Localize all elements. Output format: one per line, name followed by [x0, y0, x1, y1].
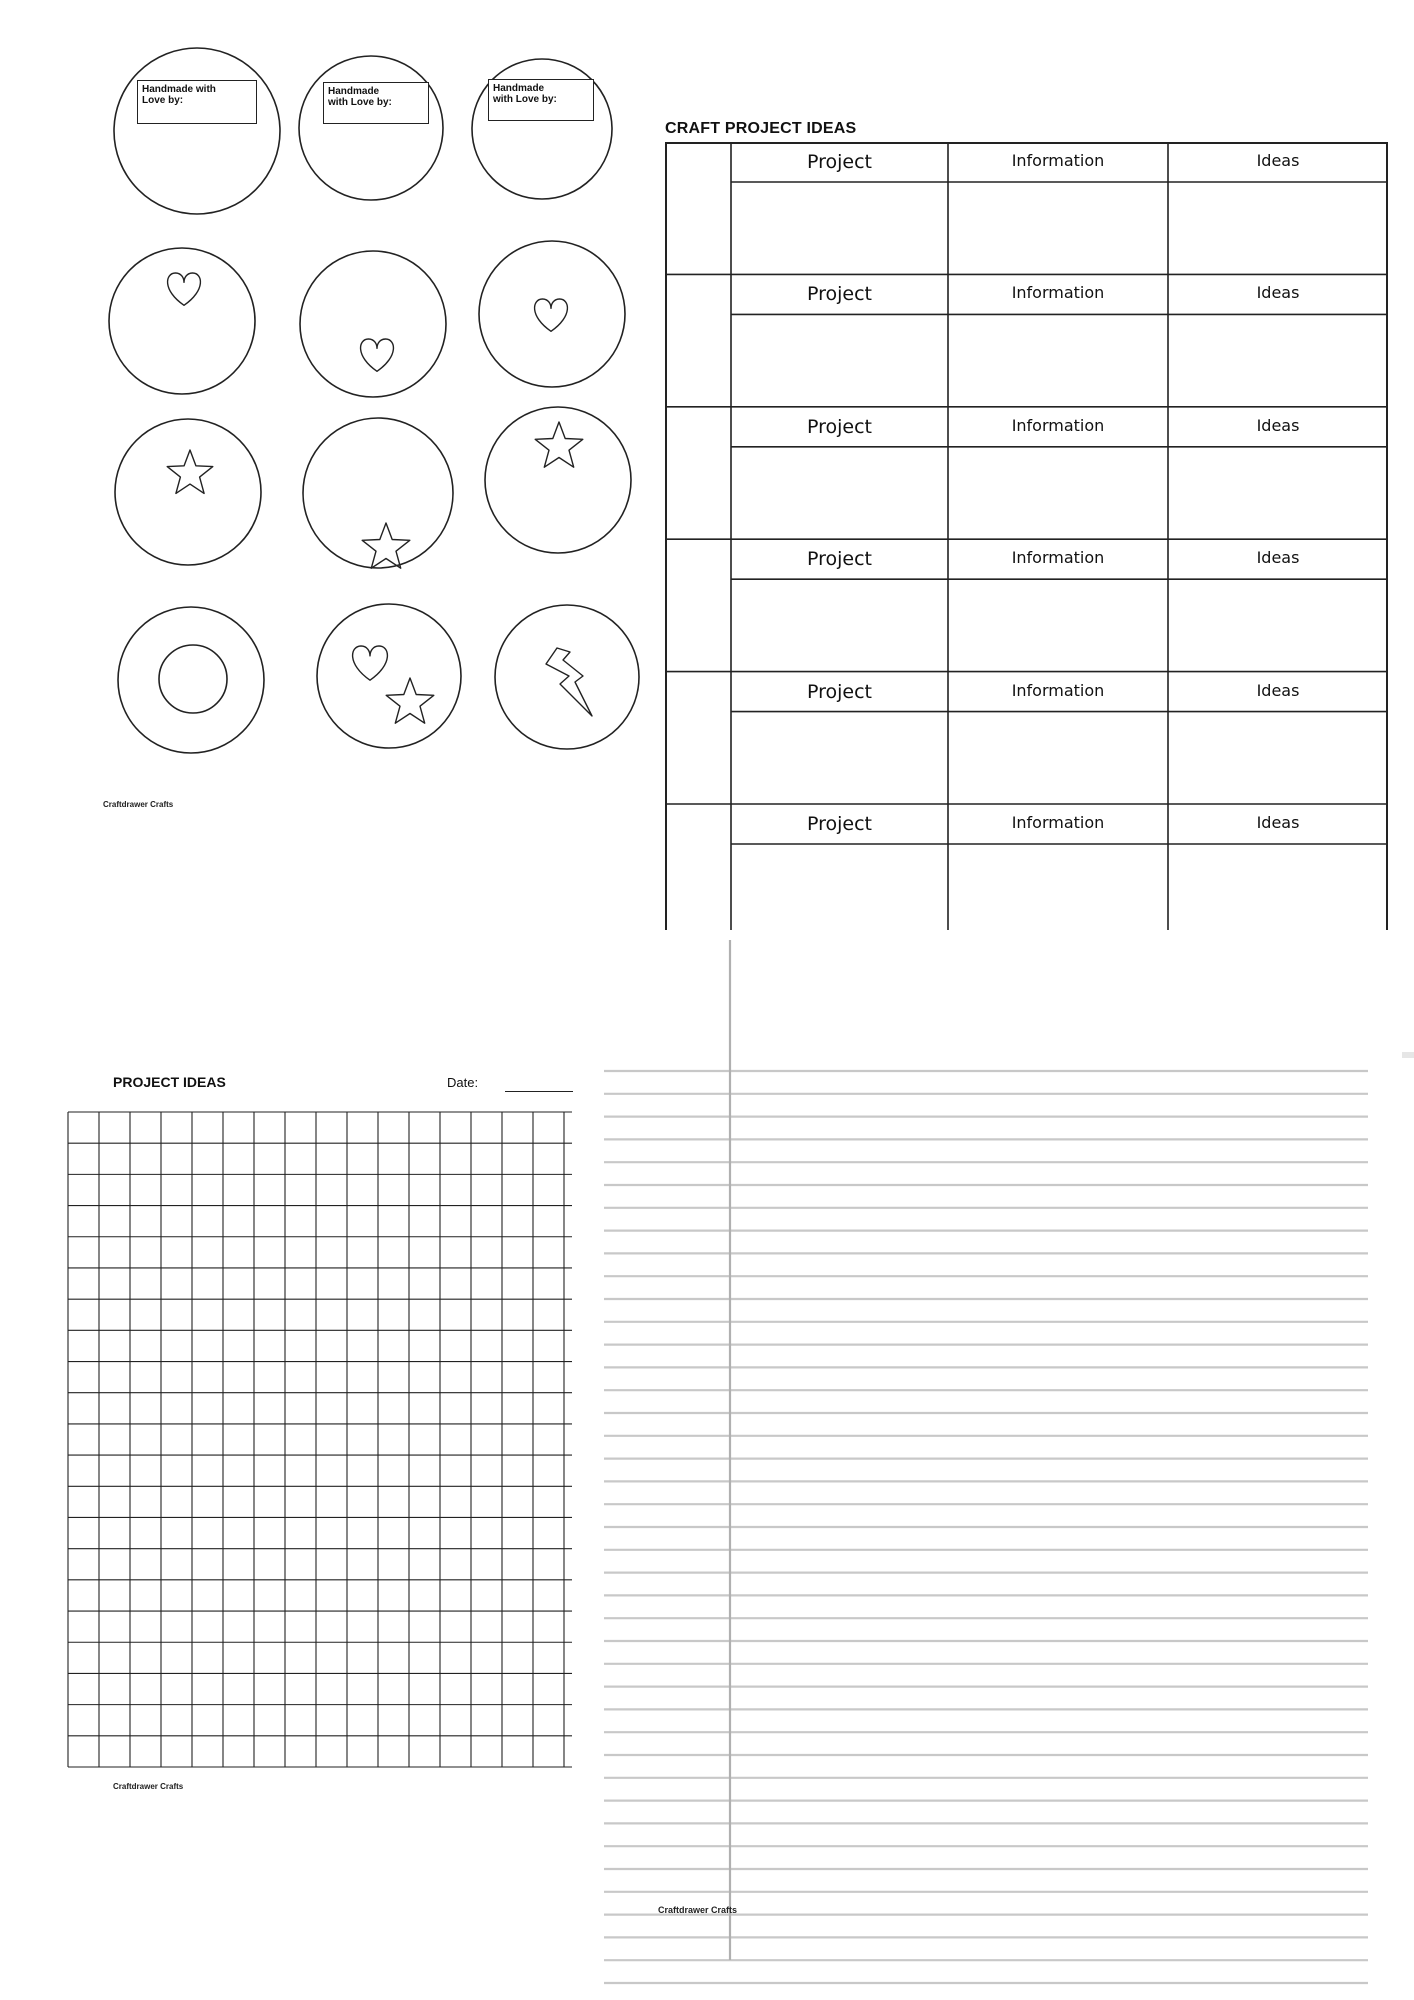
heart-icon — [353, 646, 388, 680]
circle-tags-drawing — [0, 0, 650, 930]
tag-circle — [299, 56, 443, 200]
craft-header-information: Information — [1011, 813, 1105, 832]
lightning-icon — [546, 648, 592, 716]
craft-project-ideas-page — [655, 110, 1395, 930]
tags-credit: Craftdrawer Crafts — [103, 800, 174, 809]
circle-tags-page — [0, 0, 650, 930]
craft-table-title: CRAFT PROJECT IDEAS — [665, 120, 857, 137]
star-icon — [535, 422, 583, 467]
craft-table-border — [666, 143, 1387, 930]
craft-header-information: Information — [1011, 151, 1105, 170]
tag-6 — [479, 241, 625, 387]
tag-4 — [109, 248, 255, 394]
craft-table-lines — [665, 142, 1388, 930]
project-ideas-grid-page — [0, 1040, 580, 1840]
craft-header-ideas: Ideas — [1256, 415, 1300, 435]
tag-12 — [495, 605, 639, 749]
tag-9 — [485, 407, 631, 553]
star-icon — [167, 450, 213, 493]
tag-label-1: Handmade with Love by: — [137, 80, 257, 124]
tag-2 — [299, 56, 443, 200]
tag-circle — [118, 607, 264, 753]
craft-header-project: Project — [806, 680, 872, 703]
craft-header-ideas: Ideas — [1256, 151, 1300, 170]
craft-header-project: Project — [806, 415, 872, 438]
lined-paper-rules — [590, 940, 1414, 2000]
craft-header-information: Information — [1011, 680, 1105, 700]
tag-circle — [485, 407, 631, 553]
tag-8 — [303, 418, 453, 568]
tag-label-2: Handmade with Love by: — [323, 82, 429, 124]
grid-credit: Craftdrawer Crafts — [113, 1782, 184, 1791]
tag-circle — [109, 248, 255, 394]
craft-header-project: Project — [806, 283, 872, 306]
craft-header-information: Information — [1011, 415, 1105, 435]
craft-header-project: Project — [806, 813, 872, 835]
tag-circle — [303, 418, 453, 568]
lined-paper-page — [590, 940, 1414, 2000]
star-icon — [362, 523, 410, 568]
tag-11 — [317, 604, 461, 748]
page-edge-mark — [1402, 1052, 1414, 1058]
tag-label-3: Handmade with Love by: — [488, 79, 594, 121]
tag-1 — [114, 48, 280, 214]
ring-icon — [159, 645, 227, 713]
grid-page-title: PROJECT IDEAS — [113, 1074, 226, 1090]
heart-icon — [168, 273, 201, 305]
heart-icon — [361, 339, 394, 371]
craft-header-information: Information — [1011, 548, 1105, 568]
heart-icon — [535, 299, 568, 331]
craft-header-ideas: Ideas — [1256, 548, 1300, 568]
craft-header-project: Project — [806, 548, 872, 571]
grid-date-label: Date: — [447, 1075, 479, 1090]
craft-header-project: Project — [806, 151, 872, 173]
tag-7 — [115, 419, 261, 565]
craft-header-information: Information — [1011, 283, 1105, 303]
graph-grid — [0, 1040, 580, 1800]
craft-header-ideas: Ideas — [1256, 813, 1300, 832]
tag-circle — [114, 48, 280, 214]
tag-10 — [118, 607, 264, 753]
craft-header-ideas: Ideas — [1256, 680, 1300, 700]
tag-circle — [479, 241, 625, 387]
craft-header-ideas: Ideas — [1256, 283, 1300, 303]
tag-circle — [115, 419, 261, 565]
tag-circle — [317, 604, 461, 748]
craft-table — [665, 142, 1388, 930]
star-icon — [386, 678, 434, 723]
tag-circle — [300, 251, 446, 397]
lined-credit: Craftdrawer Crafts — [658, 1905, 738, 1915]
tag-5 — [300, 251, 446, 397]
